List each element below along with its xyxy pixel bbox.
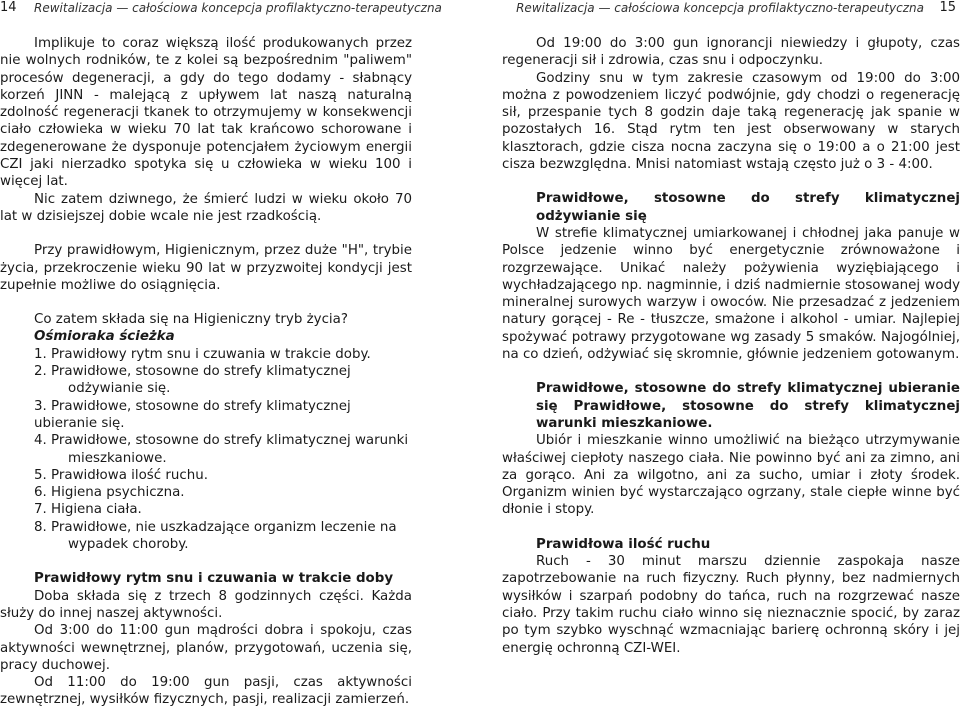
list-item: 7. Higiena ciała. <box>34 502 142 518</box>
list-item: 6. Higiena psychiczna. <box>34 485 185 501</box>
left-page-header <box>0 0 478 20</box>
list-item: 4. Prawidłowe, stosowne do strefy klimatycznej warunki mieszkaniowe. <box>34 433 409 466</box>
paragraph: Przy prawidłowym, Higienicznym, przez duże "H", trybie życia, przekroczenie wieku 90 lat w przyzwoitej kondycji jest zupełnie możliwe do osiągnięcia. <box>0 243 412 293</box>
path-title: Ośmioraka ścieżka <box>34 329 175 345</box>
right-running-head: Rewitalizacja — całościowa koncepcja profilaktyczno-terapeutyczna <box>516 1 924 15</box>
paragraph: W strefie klimatycznej umiarkowanej i chłodnej jaka panuje w Polsce jedzenie winno być energetycznie zrównoważone i rozgrzewające. Unikać należy pożywienia wyziębiającego i wychładzającego np. nagminnie, i dziś nadmiernie stosowanej wody mineralnej surowych warzyw i owoców. Nie przesadzać z jedzeniem natury gorącej - Re - tłuszcze, smażone i alkohol - umiar. Najlepiej spożywać potrawy przygotowane wg zasady 5 smaków. Najogólniej, na co dzień, odżywiać się skromnie, głównie jedzeniem gotowanym. <box>502 225 960 363</box>
section-heading: Prawidłowa ilość ruchu <box>536 536 711 552</box>
left-page <box>0 0 478 708</box>
question-line: Co zatem składa się na Higieniczny tryb życia? <box>34 312 348 328</box>
right-page-number: 15 <box>939 0 956 15</box>
paragraph: Od 11:00 do 19:00 gun pasji, czas aktywności zewnętrznej, wysiłków fizycznych, pasji, realizacji zamierzeń. <box>0 675 412 708</box>
paragraph: Ubiór i mieszkanie winno umożliwić na bieżąco utrzymywanie właściwej ciepłoty naszego ciała. Nie powinno być ani za zimno, ani za gorąco. Ani za wilgotno, ani za sucho, umiar i złoty środek. Organizm winien być wystarczająco ogrzany, stale ciepłe winne być dłonie i stopy. <box>502 433 960 518</box>
left-running-head: Rewitalizacja — całościowa koncepcja profilaktyczno-terapeutyczna <box>34 1 442 15</box>
list-item: 5. Prawidłowa ilość ruchu. <box>34 467 208 483</box>
paragraph: Od 3:00 do 11:00 gun mądrości dobra i spokoju, czas aktywności wewnętrznej, planów, przygotowań, uczenia się, pracy duchowej. <box>0 623 412 673</box>
list-item: 1. Prawidłowy rytm snu i czuwania w trakcie doby. <box>34 346 371 362</box>
paragraph: Implikuje to coraz większą ilość produkowanych przez nie wolnych rodników, te z kolei są bezpośrednim "paliwem" procesów degeneracji, a gdy do tego dodamy - słabnący korzeń JINN - malejącą z upływem lat naszą naturalną zdolność regeneracji tkanek to otrzymujemy w konsekwencji ciało człowieka w wieku 70 lat tak krańcowo schorowane i zdegenerowane że dysponuje potencjałem życiowym energii CZI jaki nierzadko spotyka się u człowieka w wieku 100 i więcej lat. <box>0 36 412 190</box>
right-page <box>482 0 960 668</box>
section-heading: Prawidłowe, stosowne do strefy klimatycznej odżywianie się <box>536 191 960 224</box>
paragraph: Od 19:00 do 3:00 gun ignorancji niewiedzy i głupoty, czas regeneracji sił i zdrowia, czas snu i odpoczynku. <box>502 36 960 69</box>
list-item: 3. Prawidłowe, stosowne do strefy klimatycznej ubieranie się. <box>34 398 351 431</box>
left-page-number: 14 <box>0 0 17 15</box>
paragraph: Doba składa się z trzech 8 godzinnych części. Każda służy do innej naszej aktywności. <box>0 588 412 621</box>
section-heading: Prawidłowy rytm snu i czuwania w trakcie doby <box>34 571 394 587</box>
eightfold-path-list <box>0 346 412 554</box>
section-heading: Prawidłowe, stosowne do strefy klimatycznej ubieranie się Prawidłowe, stosowne do strefy klimatycznej warunki mieszkaniowe. <box>536 381 960 431</box>
left-text-column <box>0 35 412 709</box>
list-item: 8. Prawidłowe, nie uszkadzające organizm leczenie na wypadek choroby. <box>34 519 397 553</box>
right-page-header <box>482 0 960 20</box>
paragraph: Godziny snu w tym zakresie czasowym od 19:00 do 3:00 można z powodzeniem liczyć podwójnie, gdy chodzi o regenerację sił, przespanie tych 8 godzin daje taką regenerację jak spanie w pozostałych 16. Stąd rytm ten jest obserwowany w starych klasztorach, gdzie cisza nocna zaczyna się o 19:00 a o 21:00 jest cisza bezwzględna. Mnisi natomiast wstają często już o 3 - 4:00. <box>502 70 960 173</box>
paragraph: Ruch - 30 minut marszu dziennie zaspokaja nasze zapotrzebowanie na ruch fizyczny. Ruch płynny, bez nadmiernych wysiłków i szarpań podobny do tańca, ruch na rozgrzewać nasze ciało. Przy takim ruchu ciało winno się nieznacznie spocić, by zaraz po tym szybko wyschnąć wzmacniając barierę ochronną skóry i jej energię ochronną CZI-WEI. <box>502 554 960 656</box>
paragraph: Nic zatem dziwnego, że śmierć ludzi w wieku około 70 lat w dzisiejszej dobie wcale nie jest rzadkością. <box>0 191 412 224</box>
list-item: 2. Prawidłowe, stosowne do strefy klimatycznej odżywianie się. <box>34 364 351 397</box>
right-text-column <box>502 35 960 657</box>
